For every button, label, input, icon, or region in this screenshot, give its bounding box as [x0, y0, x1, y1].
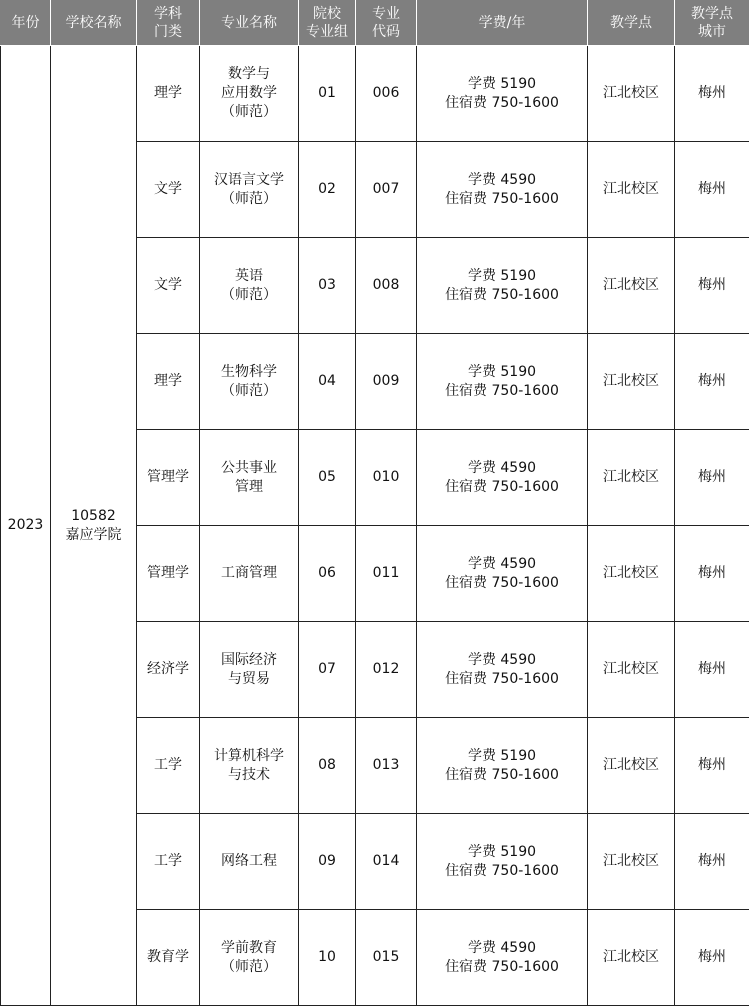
site-cell: 江北校区 — [588, 142, 675, 238]
site-cell: 江北校区 — [588, 46, 675, 142]
major-cell: 国际经济 与贸易 — [200, 622, 299, 718]
group-cell: 05 — [299, 430, 356, 526]
header-major: 专业名称 — [200, 0, 299, 46]
category-cell: 理学 — [137, 334, 200, 430]
city-cell: 梅州 — [675, 814, 749, 910]
code-cell: 015 — [356, 910, 417, 1006]
header-site: 教学点 — [588, 0, 675, 46]
school-cell — [51, 46, 137, 1006]
group-cell: 01 — [299, 46, 356, 142]
city-cell: 梅州 — [675, 334, 749, 430]
school-name: 嘉应学院 — [53, 526, 134, 545]
category-cell: 管理学 — [137, 430, 200, 526]
city-cell: 梅州 — [675, 910, 749, 1006]
major-cell: 数学与 应用数学 （师范） — [200, 46, 299, 142]
category-cell: 经济学 — [137, 622, 200, 718]
major-cell: 英语 （师范） — [200, 238, 299, 334]
group-cell: 04 — [299, 334, 356, 430]
city-cell: 梅州 — [675, 718, 749, 814]
fee-cell: 学费 4590 住宿费 750-1600 — [417, 142, 588, 238]
category-cell: 理学 — [137, 46, 200, 142]
table-body — [1, 46, 749, 1006]
category-cell: 工学 — [137, 814, 200, 910]
fee-cell: 学费 5190 住宿费 750-1600 — [417, 814, 588, 910]
code-cell: 009 — [356, 334, 417, 430]
city-cell: 梅州 — [675, 142, 749, 238]
header-year: 年份 — [1, 0, 51, 46]
fee-cell: 学费 5190 住宿费 750-1600 — [417, 46, 588, 142]
code-cell: 014 — [356, 814, 417, 910]
category-cell: 工学 — [137, 718, 200, 814]
header-school: 学校名称 — [51, 0, 137, 46]
site-cell: 江北校区 — [588, 814, 675, 910]
table-row — [1, 46, 749, 142]
code-cell: 010 — [356, 430, 417, 526]
major-cell: 汉语言文学 （师范） — [200, 142, 299, 238]
code-cell: 007 — [356, 142, 417, 238]
school-code: 10582 — [53, 507, 134, 526]
header-category: 学科 门类 — [137, 0, 200, 46]
site-cell: 江北校区 — [588, 910, 675, 1006]
city-cell: 梅州 — [675, 46, 749, 142]
code-cell: 008 — [356, 238, 417, 334]
code-cell: 012 — [356, 622, 417, 718]
site-cell: 江北校区 — [588, 622, 675, 718]
category-cell: 文学 — [137, 142, 200, 238]
site-cell: 江北校区 — [588, 334, 675, 430]
city-cell: 梅州 — [675, 526, 749, 622]
year-cell: 2023 — [1, 46, 51, 1006]
major-cell: 学前教育 （师范） — [200, 910, 299, 1006]
major-cell: 计算机科学 与技术 — [200, 718, 299, 814]
city-cell: 梅州 — [675, 622, 749, 718]
major-cell: 生物科学 （师范） — [200, 334, 299, 430]
fee-cell: 学费 4590 住宿费 750-1600 — [417, 430, 588, 526]
code-cell: 006 — [356, 46, 417, 142]
code-cell: 011 — [356, 526, 417, 622]
site-cell: 江北校区 — [588, 238, 675, 334]
group-cell: 03 — [299, 238, 356, 334]
city-cell: 梅州 — [675, 238, 749, 334]
fee-cell: 学费 5190 住宿费 750-1600 — [417, 238, 588, 334]
site-cell: 江北校区 — [588, 430, 675, 526]
header-row — [1, 0, 749, 46]
group-cell: 10 — [299, 910, 356, 1006]
header-fee: 学费/年 — [417, 0, 588, 46]
category-cell: 教育学 — [137, 910, 200, 1006]
fee-cell: 学费 5190 住宿费 750-1600 — [417, 718, 588, 814]
group-cell: 09 — [299, 814, 356, 910]
group-cell: 06 — [299, 526, 356, 622]
city-cell: 梅州 — [675, 430, 749, 526]
fee-cell: 学费 4590 住宿费 750-1600 — [417, 622, 588, 718]
header-group: 院校 专业组 — [299, 0, 356, 46]
code-cell: 013 — [356, 718, 417, 814]
header-city: 教学点 城市 — [675, 0, 749, 46]
fee-cell: 学费 4590 住宿费 750-1600 — [417, 910, 588, 1006]
group-cell: 02 — [299, 142, 356, 238]
header-code: 专业 代码 — [356, 0, 417, 46]
site-cell: 江北校区 — [588, 526, 675, 622]
category-cell: 文学 — [137, 238, 200, 334]
group-cell: 07 — [299, 622, 356, 718]
fee-cell: 学费 5190 住宿费 750-1600 — [417, 334, 588, 430]
major-cell: 网络工程 — [200, 814, 299, 910]
fee-cell: 学费 4590 住宿费 750-1600 — [417, 526, 588, 622]
major-cell: 工商管理 — [200, 526, 299, 622]
category-cell: 管理学 — [137, 526, 200, 622]
group-cell: 08 — [299, 718, 356, 814]
major-cell: 公共事业 管理 — [200, 430, 299, 526]
site-cell: 江北校区 — [588, 718, 675, 814]
